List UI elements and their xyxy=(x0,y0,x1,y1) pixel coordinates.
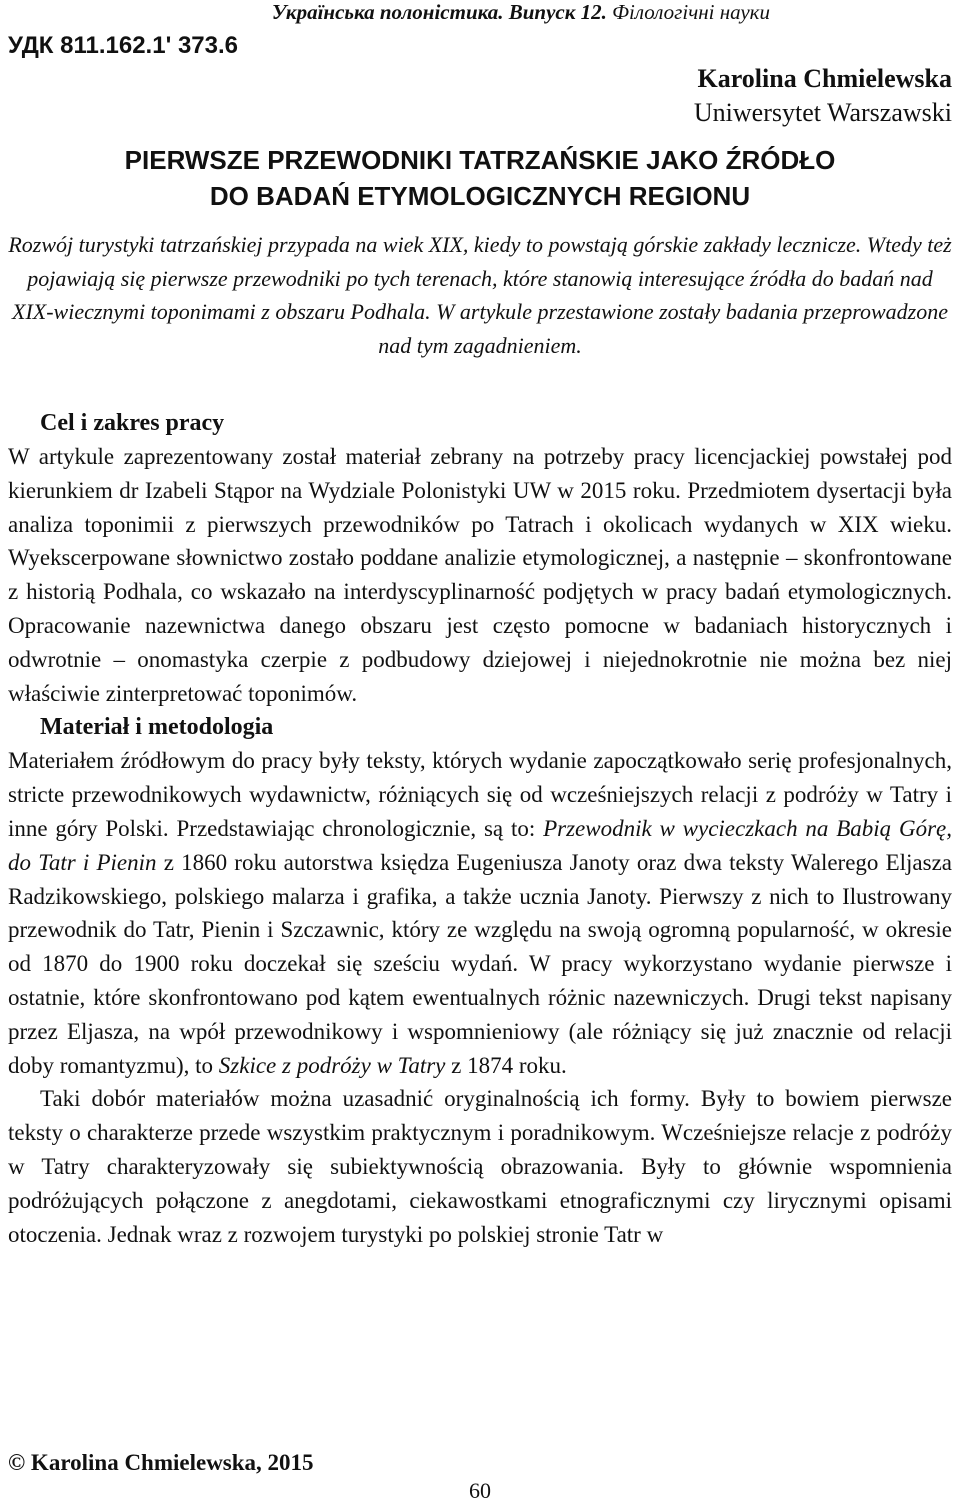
book-title: Szkice z podróży w Tatry xyxy=(218,1052,446,1078)
page-number: 60 xyxy=(469,1478,491,1503)
copyright-notice: © Karolina Chmielewska, 2015 xyxy=(8,1450,314,1475)
journal-section: Філологічні науки xyxy=(612,0,770,24)
paragraph xyxy=(8,744,952,1082)
article-title xyxy=(0,142,960,214)
paragraph: W artykule zaprezentowany został materiał zebrany na potrzeby pracy licencjackiej powstałej pod kierunkiem dr Izabeli Stąpor na Wydziale Polonistyki UW w 2015 roku. Przedmiotem dysertacji była analiza toponimii z pierwszych przewodników po Tatrach i okolicach wydanych w XIX wieku. Wyekscerpowane słownictwo zostało poddane analizie etymologicznej, a następnie – skonfrontowane z historią Podhala, co wskazało na interdyscyplinarność podjętych w pracy badań etymologicznych. Opracowanie nazewnictwa danego obszaru jest często pomocne w badaniach historycznych i odwrotnie – onomastyka czerpie z podbudowy dziejowej i niejednokrotnie nie można bez niej właściwie zinterpretować toponimów. xyxy=(8,444,952,706)
author-name: Karolina Chmielewska xyxy=(697,64,952,93)
title-line-2: DO BADAŃ ETYMOLOGICZNYCH REGIONU xyxy=(209,181,751,211)
paragraph-text: z 1874 roku. xyxy=(445,1052,567,1078)
author-block xyxy=(694,62,952,130)
abstract: Rozwój turystyki tatrzańskiej przypada na wiek XIX, kiedy to powstają górskie zakłady lecznicze. Wtedy też pojawiają się pierwsze przewodniki po tych terenach, które stanowią interesujące źródła do badań nad XIX-wiecznymi toponimami z obszaru Podhala. W artykule przestawione zostały badania przeprowadzone nad tym zagadnieniem. xyxy=(8,232,952,358)
section-heading-material: Materiał i metodologia xyxy=(40,714,274,741)
paragraph-text: z 1860 roku autorstwa księdza Eugeniusza Janoty oraz dwa teksty Walerego Eljasza Radzikowskiego, polskiego malarza i grafika, a także ucznia Janoty. Pierwszy z nich to Ilustrowany przewodnik do Tatr, Pienin i Szczawnic, który ze względu na swoją ogromną popularność, w okresie od 1870 do 1900 roku doczekał się sześciu wydań. W pracy wykorzystano wydanie pierwsze i ostatnie, które skonfrontowano pod kątem ewentualnych różnic nazewniczych. Drugi tekst napisany przez Eljasza, na wpół przewodnikowy i wspomnieniowy (ale różniący się już znacznie od relacji doby romantyzmu), to xyxy=(8,849,953,1078)
journal-header xyxy=(272,0,770,25)
journal-title: Українська полоністика. Випуск 12. xyxy=(271,0,607,24)
section-heading-aim: Cel i zakres pracy xyxy=(40,410,225,436)
article-body xyxy=(8,406,952,1251)
udk-code: УДК 811.162.1' 373.6 xyxy=(8,32,239,59)
book-title: Przewodnik w wycieczkach na Babią Górę, do Tatr i Pienin xyxy=(8,815,952,875)
author-affiliation: Uniwersytet Warszawski xyxy=(693,98,952,127)
paragraph-text: Materiałem źródłowym do pracy były teksty, których wydanie zapoczątkowało serię profesjonalnych, stricte przewodnikowych wydawnictw, różniących się od wcześniejszych relacji z podróży w Tatry i inne góry Polski. Przedstawiając chronologicznie, są to: xyxy=(8,748,952,841)
title-line-1: PIERWSZE PRZEWODNIKI TATRZAŃSKIE JAKO ŹRÓDŁO xyxy=(124,145,836,175)
paragraph: Taki dobór materiałów można uzasadnić oryginalnością ich formy. Były to bowiem pierwsze teksty o charakterze przede wszystkim praktycznym i poradnikowym. Wcześniejsze relacje z podróży w Tatry charakteryzowały się subiektywnością obrazowania. Były to głównie wspomnienia podróżujących połączone z anegdotami, ciekawostkami etnograficznymi czy lirycznymi opisami otoczenia. Jednak wraz z rozwojem turystyki po polskiej stronie Tatr w xyxy=(8,1086,952,1247)
